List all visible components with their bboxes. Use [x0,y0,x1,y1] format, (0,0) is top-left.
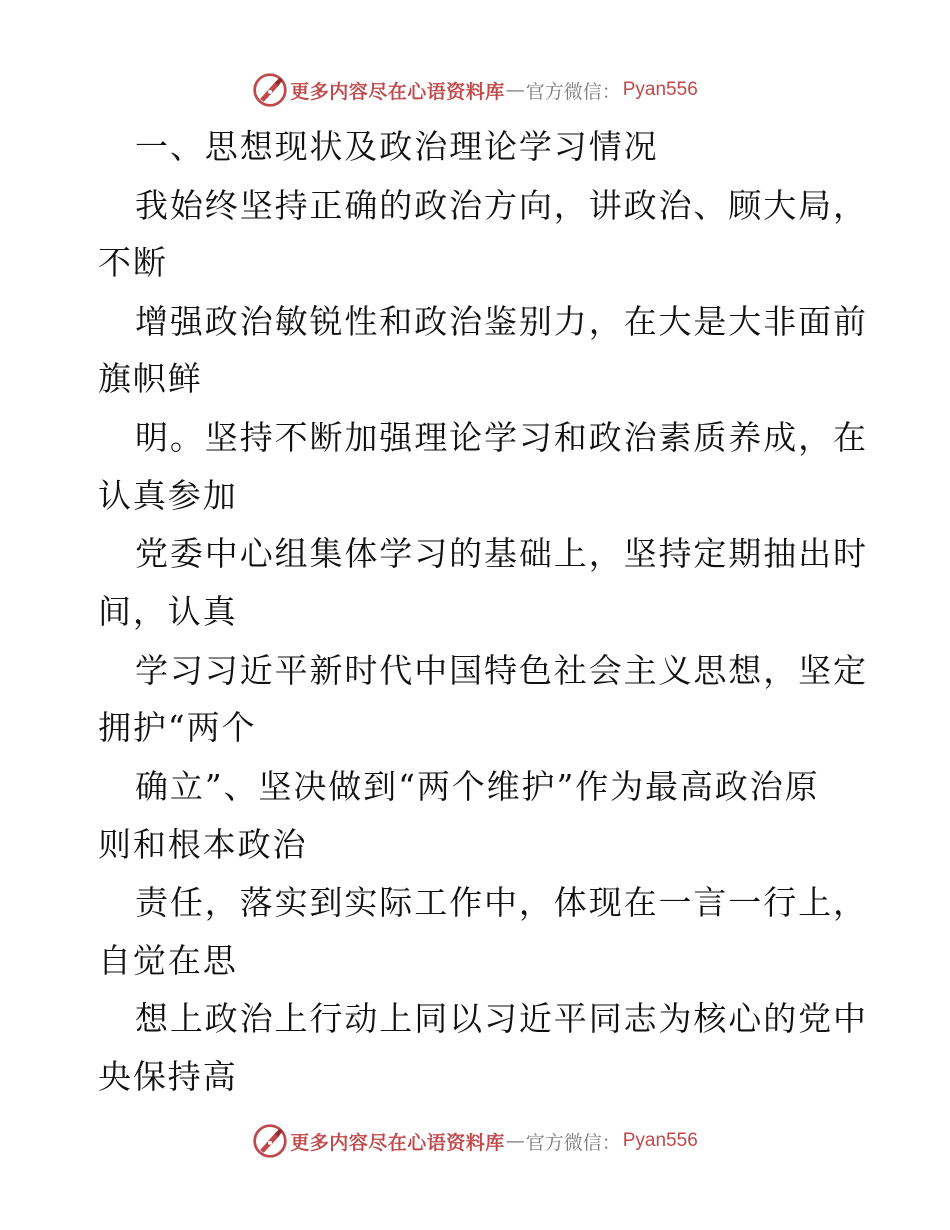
paragraph-line: 间，认真 [98,592,238,631]
pen-logo-icon [252,1123,288,1159]
watermark-brand: 更多内容尽在心语资料库 [290,1131,505,1154]
section-heading: 一、思想现状及政治理论学习情况 [135,127,659,166]
watermark-wechat-id: Pyan556 [622,1130,698,1151]
paragraph-line: 学习习近平新时代中国特色社会主义思想，坚定 [135,651,868,690]
watermark-dash: — [505,79,525,101]
paragraph-line: 拥护“两个 [98,708,257,747]
paragraph-line: 则和根本政治 [98,825,308,864]
paragraph-line: 想上政治上行动上同以习近平同志为核心的党中 [135,999,868,1038]
watermark-wechat-label: 官方微信： [525,1131,621,1154]
paragraph-line: 确立”、坚决做到“两个维护”作为最高政治原 [135,767,820,806]
paragraph-line: 旗帜鲜 [98,359,203,398]
paragraph-line: 认真参加 [98,476,238,515]
watermark-brand: 更多内容尽在心语资料库 [290,80,505,103]
paragraph-line: 责任，落实到实际工作中，体现在一言一行上， [135,883,868,922]
paragraph-line: 明。坚持不断加强理论学习和政治素质养成，在 [135,418,868,457]
paragraph-line: 央保持高 [98,1057,238,1096]
paragraph-line: 我始终坚持正确的政治方向，讲政治、顾大局， [135,186,868,225]
paragraph-line: 自觉在思 [98,941,238,980]
paragraph-line: 党委中心组集体学习的基础上，坚持定期抽出时 [135,534,868,573]
watermark-wechat-label: 官方微信： [525,80,621,103]
paragraph-line: 增强政治敏锐性和政治鉴别力，在大是大非面前 [135,302,868,341]
watermark-wechat-id: Pyan556 [622,79,698,100]
watermark-dash: — [505,1130,525,1152]
watermark-banner-bottom [0,1121,950,1161]
paragraph-line: 不断 [98,243,168,282]
